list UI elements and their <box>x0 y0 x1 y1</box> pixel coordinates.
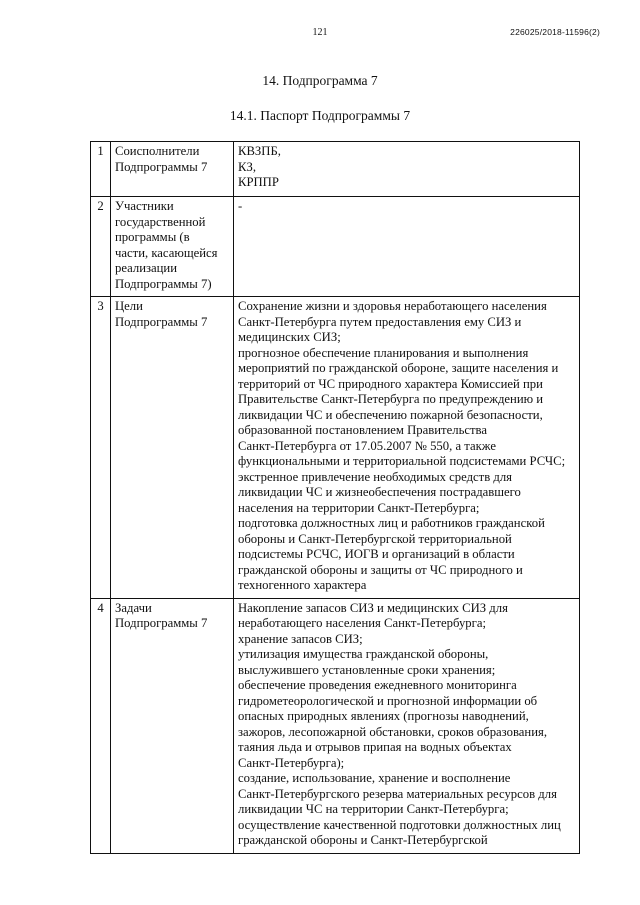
passport-table <box>90 141 580 854</box>
row-content <box>234 598 580 853</box>
table-row <box>91 142 580 197</box>
content-line: Санкт-Петербурга); <box>238 755 345 770</box>
content-line: медицинских СИЗ; <box>238 330 341 344</box>
content-line: экстренное привлечение необходимых средств для <box>238 469 513 484</box>
row-number: 2 <box>91 197 111 297</box>
content-line: ликвидации ЧС на территории Санкт-Петербурга; <box>238 802 509 816</box>
content-line: гидрометеорологической и прогнозной информации об <box>238 693 538 708</box>
content-line: Накопление запасов СИЗ и медицинских СИЗ для <box>238 600 508 615</box>
document-id: 226025/2018-11596(2) <box>510 27 600 37</box>
label-line: Участники <box>115 199 174 213</box>
content-line: населения на территории Санкт-Петербурга; <box>238 500 480 515</box>
label-line: Подпрограммы 7 <box>115 159 208 174</box>
row-content <box>234 197 580 297</box>
content-line: гражданской обороны и Санкт-Петербургской <box>238 833 488 847</box>
page-number: 121 <box>312 27 328 38</box>
row-number: 3 <box>91 297 111 599</box>
row-label <box>111 142 234 197</box>
content-line: Санкт-Петербурга путем предоставления ему СИЗ и <box>238 314 522 329</box>
content-line: прогнозное обеспечение планирования и выполнения <box>238 345 529 360</box>
content-line: зажоров, лесопожарной обстановки, сроков образования, <box>238 724 547 739</box>
content-line: осуществление качественной подготовки должностных лиц <box>238 817 561 832</box>
content-line: ликвидации ЧС и обеспечению пожарной безопасности, <box>238 407 543 422</box>
section-title: 14. Подпрограмма 7 <box>262 73 378 88</box>
row-label <box>111 297 234 599</box>
content-line: КВЗПБ, <box>238 144 281 158</box>
section-subtitle: 14.1. Паспорт Подпрограммы 7 <box>229 108 411 123</box>
content-line: подсистемы РСЧС, ИОГВ и организаций в области <box>238 547 515 561</box>
content-line: утилизация имущества гражданской обороны, <box>238 647 489 661</box>
label-line: программы (в <box>115 230 190 244</box>
row-label <box>111 598 234 853</box>
row-content <box>234 142 580 197</box>
content-line: Сохранение жизни и здоровья неработающего населения <box>238 299 547 313</box>
row-label <box>111 197 234 297</box>
content-line: территорий от ЧС природного характера Комиссией при <box>238 376 543 391</box>
table-row <box>91 598 580 853</box>
content-line: образованной постановлением Правительства <box>238 423 487 437</box>
row-number: 1 <box>91 142 111 197</box>
content-line: Санкт-Петербургского резерва материальных ресурсов для <box>238 786 557 801</box>
label-line: Подпрограммы 7) <box>115 276 212 291</box>
content-line: опасных природных явлениях (прогнозы наводнений, <box>238 709 529 723</box>
content-line: обороны и Санкт-Петербургской территориальной <box>238 531 512 546</box>
content-line: мероприятий по гражданской обороне, защите населения и <box>238 361 559 375</box>
label-line: Цели <box>115 299 143 313</box>
content-line: функциональными и территориальной подсистемами РСЧС; <box>238 454 566 468</box>
label-line: Подпрограммы 7 <box>115 314 208 329</box>
table-row <box>91 297 580 599</box>
content-line: обеспечение проведения ежедневного мониторинга <box>238 678 517 692</box>
content-line: Санкт-Петербурга от 17.05.2007 № 550, а также <box>238 438 496 453</box>
label-line: государственной <box>115 214 206 229</box>
row-content <box>234 297 580 599</box>
content-line: КЗ, <box>238 159 256 174</box>
content-line: КРППР <box>238 175 279 189</box>
content-line: - <box>238 199 243 213</box>
label-line: Задачи <box>115 600 152 615</box>
label-line: Подпрограммы 7 <box>115 616 208 630</box>
label-line: части, касающейся <box>115 245 218 260</box>
content-line: Правительстве Санкт-Петербурга по предупреждению и <box>238 392 544 406</box>
content-line: создание, использование, хранение и восполнение <box>238 771 511 785</box>
content-line: хранение запасов СИЗ; <box>238 631 363 646</box>
content-line: таяния льда и отрывов припая на водных объектах <box>238 740 512 754</box>
row-number: 4 <box>91 598 111 853</box>
content-line: техногенного характера <box>238 578 367 592</box>
content-line: неработающего населения Санкт-Петербурга; <box>238 616 487 630</box>
content-line: ликвидации ЧС и жизнеобеспечения пострадавшего <box>238 485 521 499</box>
content-line: подготовка должностных лиц и работников гражданской <box>238 516 545 530</box>
content-line: гражданской обороны и защиты от ЧС природного и <box>238 562 523 577</box>
content-line: выслужившего установленные сроки хранения; <box>238 662 496 677</box>
label-line: Соисполнители <box>115 144 200 158</box>
table-row <box>91 197 580 297</box>
label-line: реализации <box>115 261 178 275</box>
